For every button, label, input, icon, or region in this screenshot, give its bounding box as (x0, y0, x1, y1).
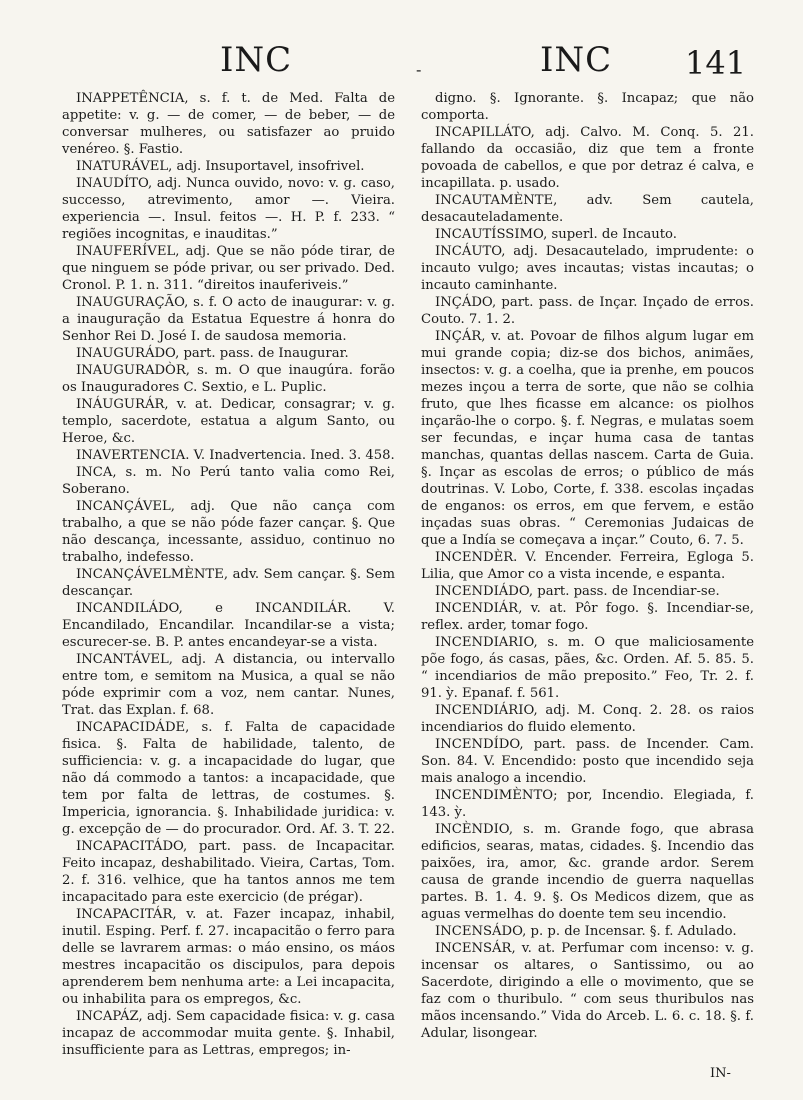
dictionary-entry: INCAPACITÁDO, part. pass. de Incapacitar. Feito incapaz, deshabilitado. Vieira, Cartas, Tom. 2. f. 316. velhice, que ha tantos annos me tem incapacitado para este exercicio (de prégar). (62, 839, 395, 905)
running-head-right: INC (540, 40, 613, 80)
dictionary-entry: INCAPILLÁTO, adj. Calvo. M. Conq. 5. 21. fallando da occasião, diz que tem a fronte povoada de cabellos, e que por detraz é calva, e incapillata. p. usado. (421, 125, 754, 191)
dictionary-entry: INCENDÈR. V. Encender. Ferreira, Egloga 5. Lilia, que Amor co a vista incende, e espanta. (421, 550, 754, 582)
dictionary-entry: INCAPACITÁR, v. at. Fazer incapaz, inhabil, inutil. Esping. Perf. f. 27. incapacitão o ferro para delle se lavrarem armas: o máo ensino, os máos mestres incapacitão os discipulos, para depois aprenderem bem nenhuma arte: a Lei incapacita, ou inhabilita para os empregos, &c. (62, 907, 395, 1007)
dictionary-entry: digno. §. Ignorante. §. Incapaz; que não comporta. (421, 91, 754, 123)
dictionary-entry: INCENDIARIO, s. m. O que maliciosamente põe fogo, ás casas, pães, &c. Orden. Af. 5. 85. 5. “ incendiarios de mão preposito.” Feo, Tr. 2. f. 91. ỳ. Epanaf. f. 561. (421, 635, 754, 701)
dictionary-entry: INCAUTÍSSIMO, superl. de Incauto. (435, 227, 677, 242)
left-column (62, 90, 395, 1058)
dictionary-entry: INAUGURAÇÃO, s. f. O acto de inaugurar: v. g. a inauguração da Estatua Equestre á honra do Senhor Rei D. José I. de saudosa memoria. (62, 295, 395, 344)
dictionary-entry: INCÈNDIO, s. m. Grande fogo, que abrasa edificios, searas, matas, cidades. §. Incendio das paixões, ira, amor, &c. grande ardor. Serem causa de grande incendio de guerra naquellas partes. B. 1. 4. 9. §. Os Medicos dizem, que as aguas vermelhas do doente tem seu incendio. (421, 822, 754, 922)
page-number: 141 (685, 44, 747, 82)
dictionary-entry: INCENDIÁR, v. at. Pôr fogo. §. Incendiar-se, reflex. arder, tomar fogo. (421, 601, 754, 633)
dictionary-entry: INAUGURADÒR, s. m. O que inaugúra. forão os Inauguradores C. Sextio, e L. Puplic. (62, 363, 395, 395)
dictionary-entry: INÇÁDO, part. pass. de Inçar. Inçado de erros. Couto. 7. 1. 2. (421, 295, 754, 327)
dictionary-entry: INAUFERÍVEL, adj. Que se não póde tirar, de que ninguem se póde privar, ou ser privado. Ded. Cronol. P. 1. n. 311. “direitos inauferiveis.” (62, 244, 395, 293)
dictionary-entry: INÁUGURÁR, v. at. Dedicar, consagrar; v. g. templo, sacerdote, estatua a algum Santo, ou Heroe, &c. (62, 397, 395, 446)
dictionary-entry: INCENDIMÈNTO; por, Incendio. Elegiada, f. 143. ỳ. (421, 788, 754, 820)
dictionary-entry: INAUGURÁDO, part. pass. de Inaugurar. (76, 346, 349, 361)
dictionary-entry: INCENDIÁDO, part. pass. de Incendiar-se. (435, 584, 720, 599)
dictionary-entry: INCENSÁDO, p. p. de Incensar. §. f. Adulado. (435, 924, 737, 939)
center-mark: - (416, 60, 422, 79)
catchword: IN- (710, 1066, 731, 1081)
running-head (0, 40, 803, 90)
text-columns (62, 90, 754, 1058)
dictionary-entry: INCENSÁR, v. at. Perfumar com incenso: v. g. incensar os altares, o Santissimo, ou ao Sacerdote, dirigindo a elle o movimento, que se faz com o thuribulo. “ com seus thuribulos nas mãos incensando.” Vida do Arceb. L. 6. c. 18. §. f. Adular, lisongear. (421, 941, 754, 1041)
dictionary-entry: INCENDIÁRIO, adj. M. Conq. 2. 28. os raios incendiarios do fluido elemento. (421, 703, 754, 735)
dictionary-entry: INAPPETÊNCIA, s. f. t. de Med. Falta de appetite: v. g. — de comer, — de beber, — de conversar mulheres, ou satisfazer ao pruido venéreo. §. Fastio. (62, 91, 395, 157)
dictionary-entry: INCAPÁZ, adj. Sem capacidade fisica: v. g. casa incapaz de accommodar muita gente. §. Inhabil, insufficiente para as Lettras, empregos; in- (62, 1009, 395, 1058)
dictionary-entry: INAVERTENCIA. V. Inadvertencia. Ined. 3. 458. (76, 448, 395, 463)
dictionary-entry: INCAPACIDÁDE, s. f. Falta de capacidade fisica. §. Falta de habilidade, talento, de sufficiencia: v. g. a incapacidade do lugar, que não dá commodo a tantos: a incapacidade, que tem por falta de lettras, de costumes. §. Impericia, ignorancia. §. Inhabilidade juridica: v. g. excepção de — do procurador. Ord. Af. 3. T. 22. (62, 720, 395, 837)
dictionary-entry: INCA, s. m. No Perú tanto valia como Rei, Soberano. (62, 465, 395, 497)
dictionary-entry: INAUDÍTO, adj. Nunca ouvido, novo: v. g. caso, successo, atrevimento, amor —. Vieira. experiencia —. Insul. feitos —. H. P. f. 233. “ regiões incognitas, e inauditas.” (62, 176, 395, 242)
dictionary-entry: INCENDÍDO, part. pass. de Incender. Cam. Son. 84. V. Encendido: posto que incendido seja mais analogo a incendio. (421, 737, 754, 786)
running-head-left: INC (220, 40, 293, 80)
dictionary-entry: INÇÁR, v. at. Povoar de filhos algum lugar em mui grande copia; diz-se dos bichos, animães, insectos: v. g. a coelha, que ia prenhe, em poucos mezes inçou a terra de sorte, que não se colhia fruto, que lhes ficasse em alcance: os piolhos inçarão-lhe o corpo. §. f. Negras, e mulatas soem ser fecundas, e inçar huma casa de tantas manchas, quantas dellas nascem. Carta de Guia. §. Inçar as escolas de erros; o público de más doutrinas. V. Lobo, Corte, f. 338. escolas inçadas de enganos: os erros, em que fervem, e estão inçadas suas obras. “ Ceremonias Judaicas de que a Indía se começava a inçar.” Couto, 6. 7. 5. (421, 329, 754, 548)
dictionary-entry: INCANÇÁVEL, adj. Que não cança com trabalho, a que se não póde fazer cançar. §. Que não descança, incessante, assiduo, continuo no trabalho, indefesso. (62, 499, 395, 565)
dictionary-entry: INCANDILÁDO, e INCANDILÁR. V. Encandilado, Encandilar. Incandilar-se a vista; escurecer-se. B. P. antes encandeyar-se a vista. (62, 601, 395, 650)
dictionary-entry: INCANÇÁVELMÈNTE, adv. Sem cançar. §. Sem descançar. (62, 567, 395, 599)
dictionary-entry: INATURÁVEL, adj. Insuportavel, insofrivel. (76, 159, 365, 174)
dictionary-entry: INCÁUTO, adj. Desacautelado, imprudente: o incauto vulgo; aves incautas; vistas incautas; o incauto caminhante. (421, 244, 754, 293)
right-column (421, 90, 754, 1050)
dictionary-entry: INCANTÁVEL, adj. A distancia, ou intervallo entre tom, e semitom na Musica, a qual se não póde exprimir com a voz, nem cantar. Nunes, Trat. das Explan. f. 68. (62, 652, 395, 718)
dictionary-entry: INCAUTAMÈNTE, adv. Sem cautela, desacauteladamente. (421, 193, 754, 225)
